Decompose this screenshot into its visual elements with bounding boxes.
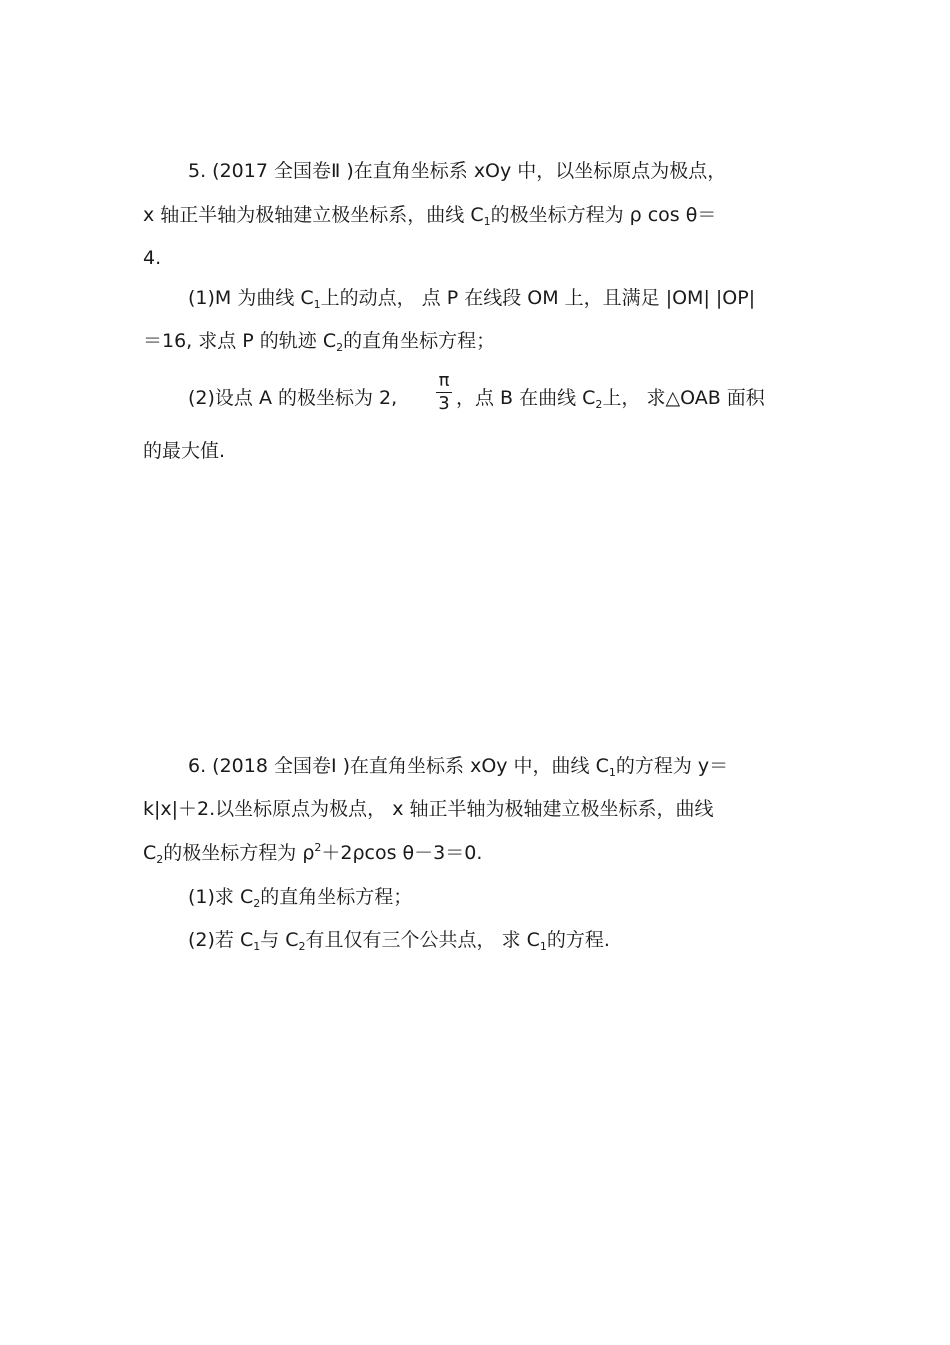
subscript: 2 [298, 940, 306, 953]
problem-6-text-3b: 的极坐标方程为 ρ [163, 842, 315, 864]
subscript: 1 [608, 766, 616, 779]
subscript: 1 [539, 940, 547, 953]
fraction-numerator: π [438, 370, 450, 391]
subscript: 2 [595, 398, 603, 411]
problem-6-part-2 [188, 928, 610, 955]
problem-5-line-2 [143, 203, 716, 230]
part-2-text-a: (2)若 C [188, 929, 254, 951]
subscript: 1 [483, 215, 491, 228]
problem-6-text-1a: 6. (2018 全国卷Ⅰ )在直角坐标系 xOy 中，曲线 C [188, 755, 609, 777]
part-1-text-a: (1)M 为曲线 C [188, 287, 314, 309]
problem-5-part-1-line-2 [143, 329, 495, 356]
problem-5-part-2-rest [456, 386, 765, 413]
part-2-text-c: 有且仅有三个公共点， 求 C [305, 929, 540, 951]
subscript: 1 [313, 298, 321, 311]
part-1-text-a: (1)求 C [188, 886, 254, 908]
subscript: 2 [156, 853, 164, 866]
problem-6-line-1 [188, 754, 728, 781]
problem-5-part-2-line-2 [143, 439, 225, 463]
superscript: 2 [314, 841, 322, 854]
problem-5-text-1: 5. (2017 全国卷Ⅱ )在直角坐标系 xOy 中，以坐标原点为极点， [188, 160, 727, 182]
problem-6-line-3 [143, 841, 482, 868]
part-2-text-a: (2)设点 A 的极坐标为 2, [188, 387, 398, 409]
subscript: 1 [253, 940, 261, 953]
part-1-text-c: ＝16, 求点 P 的轨迹 C [143, 330, 337, 352]
problem-6-part-1 [188, 885, 412, 912]
subscript: 2 [336, 341, 344, 354]
problem-6-text-1b: 的方程为 y＝ [615, 755, 729, 777]
subscript: 2 [253, 897, 261, 910]
problem-5-part-1 [188, 286, 755, 313]
problem-6-line-2 [143, 797, 714, 821]
part-2-text-b: 与 C [260, 929, 299, 951]
part-1-text-b: 上的动点， 点 P 在线段 OM 上，且满足 |OM| |OP| [320, 287, 756, 309]
problem-5-text-2b: 的极坐标方程为 ρ cos θ＝ [490, 204, 717, 226]
problem-5-line-1 [188, 159, 726, 183]
fraction-pi-over-3 [436, 371, 452, 414]
part-2-text-d: 的最大值. [143, 440, 226, 462]
part-2-text-c: 上， 求△OAB 面积 [602, 387, 765, 409]
part-2-text-d: 的方程. [546, 929, 610, 951]
problem-6-text-2: k|x|＋2.以坐标原点为极点， x 轴正半轴为极轴建立极坐标系，曲线 [143, 798, 714, 820]
problem-6-text-3a: C [143, 842, 157, 864]
problem-6-text-3c: ＋2ρcos θ－3＝0. [321, 842, 483, 864]
problem-5-line-3 [143, 246, 161, 270]
part-1-text-b: 的直角坐标方程； [260, 886, 413, 908]
problem-5-text-3: 4. [143, 247, 162, 269]
problem-5-text-2a: x 轴正半轴为极轴建立极坐标系，曲线 C [143, 204, 484, 226]
problem-5-part-2 [188, 386, 397, 410]
part-1-text-d: 的直角坐标方程； [343, 330, 496, 352]
fraction-denominator: 3 [438, 393, 450, 414]
part-2-text-b: ，点 B 在曲线 C [456, 387, 596, 409]
